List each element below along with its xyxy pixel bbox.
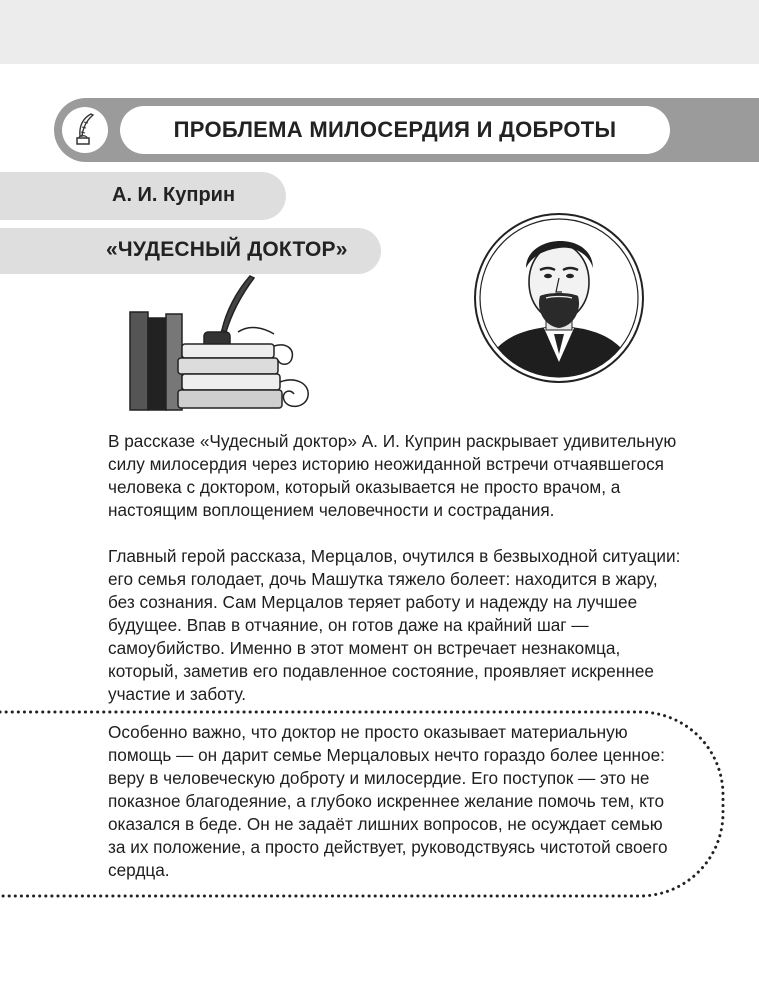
author-name: А. И. Куприн bbox=[112, 184, 236, 206]
books-quill-illustration bbox=[118, 272, 318, 412]
paragraph-intro: В рассказе «Чудесный доктор» А. И. Куприн раскрывает удивительную силу милосердия через историю неожиданной встречи отчаявшегося человека с доктором, который оказывается не просто врачом, а настоящим воплощением человечности и сострадания. bbox=[108, 431, 677, 520]
work-title: «ЧУДЕСНЫЙ ДОКТОР» bbox=[106, 238, 348, 261]
page-top-band bbox=[0, 0, 759, 64]
paragraph-plot: Главный герой рассказа, Мерцалов, очутился в безвыходной ситуации: его семья голодает, дочь Машутка тяжело болеет: находится в жару, без сознания. Сам Мерцалов теряет работу и надежду на лучшее будущее. Впав в отчаяние, он готов даже на крайний шаг — самоубийство. Именно в этот момент он встречает незнакомца, который, заметив его подавленное состояние, проявляет искреннее участие и заботу. bbox=[108, 546, 681, 704]
paragraph-highlight: Особенно важно, что доктор не просто оказывает материальную помощь — он дарит семье Мерцаловых нечто гораздо более ценное: веру в человеческую доброту и милосердие. Его поступок — это не показное благодеяние, а глубоко искреннее желание помочь тем, кто оказался в беде. Он не задаёт лишних вопросов, не осуждает семью за их положение, а просто действует, руководствуясь чистотой своего сердца. bbox=[108, 722, 668, 880]
author-portrait bbox=[460, 212, 658, 384]
quill-inkwell-icon bbox=[62, 107, 108, 153]
section-title: ПРОБЛЕМА МИЛОСЕРДИЯ И ДОБРОТЫ bbox=[120, 106, 670, 154]
